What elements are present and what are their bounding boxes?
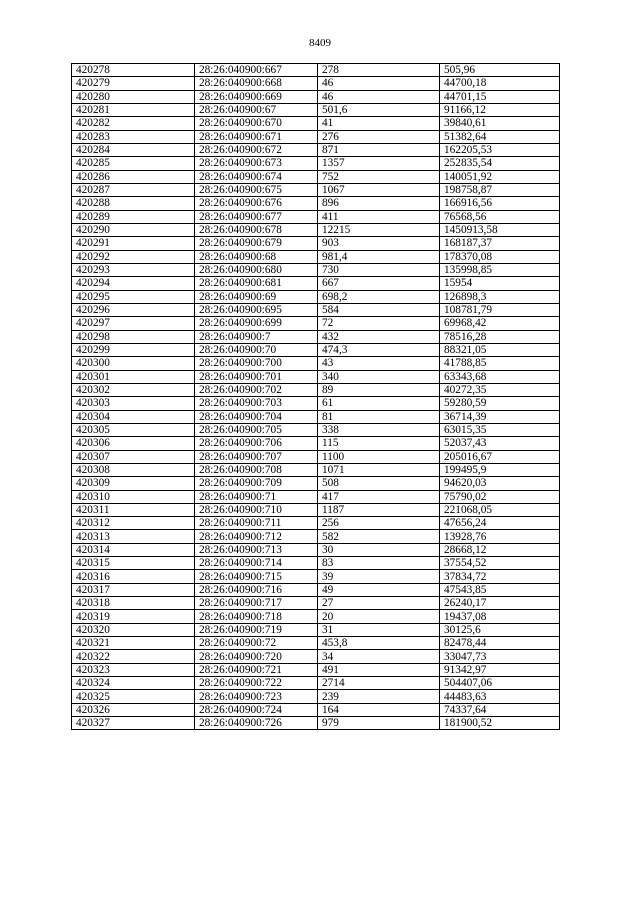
value-cell: 51382,64 (440, 130, 560, 143)
row-id-cell: 420308 (72, 463, 195, 476)
area-cell: 256 (318, 517, 440, 530)
cadastral-number-cell: 28:26:040900:723 (195, 690, 318, 703)
value-cell: 37834,72 (440, 570, 560, 583)
table-row (72, 250, 560, 263)
area-cell: 2714 (318, 677, 440, 690)
cadastral-number-cell: 28:26:040900:669 (195, 90, 318, 103)
value-cell: 166916,56 (440, 197, 560, 210)
area-cell: 981,4 (318, 250, 440, 263)
cadastral-number-cell: 28:26:040900:719 (195, 623, 318, 636)
cadastral-number-cell: 28:26:040900:675 (195, 183, 318, 196)
row-id-cell: 420316 (72, 570, 195, 583)
cadastral-number-cell: 28:26:040900:72 (195, 637, 318, 650)
area-cell: 39 (318, 570, 440, 583)
area-cell: 276 (318, 130, 440, 143)
value-cell: 140051,92 (440, 170, 560, 183)
table-body (72, 64, 560, 730)
value-cell: 19437,08 (440, 610, 560, 623)
value-cell: 41788,85 (440, 357, 560, 370)
value-cell: 40272,35 (440, 383, 560, 396)
value-cell: 15954 (440, 277, 560, 290)
area-cell: 31 (318, 623, 440, 636)
cadastral-number-cell: 28:26:040900:673 (195, 157, 318, 170)
area-cell: 12215 (318, 223, 440, 236)
value-cell: 44701,15 (440, 90, 560, 103)
value-cell: 1450913,58 (440, 223, 560, 236)
row-id-cell: 420291 (72, 237, 195, 250)
cadastral-number-cell: 28:26:040900:707 (195, 450, 318, 463)
area-cell: 903 (318, 237, 440, 250)
area-cell: 164 (318, 703, 440, 716)
value-cell: 181900,52 (440, 717, 560, 730)
data-table (71, 63, 560, 730)
area-cell: 667 (318, 277, 440, 290)
cadastral-number-cell: 28:26:040900:703 (195, 397, 318, 410)
row-id-cell: 420315 (72, 557, 195, 570)
cadastral-number-cell: 28:26:040900:71 (195, 490, 318, 503)
row-id-cell: 420299 (72, 343, 195, 356)
value-cell: 36714,39 (440, 410, 560, 423)
area-cell: 871 (318, 143, 440, 156)
table-row (72, 223, 560, 236)
area-cell: 730 (318, 263, 440, 276)
cadastral-number-cell: 28:26:040900:69 (195, 290, 318, 303)
area-cell: 46 (318, 77, 440, 90)
table-row (72, 637, 560, 650)
table-row (72, 317, 560, 330)
row-id-cell: 420293 (72, 263, 195, 276)
table-row (72, 663, 560, 676)
table-row (72, 90, 560, 103)
table-row (72, 570, 560, 583)
row-id-cell: 420301 (72, 370, 195, 383)
area-cell: 1357 (318, 157, 440, 170)
value-cell: 505,96 (440, 64, 560, 77)
row-id-cell: 420298 (72, 330, 195, 343)
value-cell: 74337,64 (440, 703, 560, 716)
table-row (72, 543, 560, 556)
value-cell: 44483,63 (440, 690, 560, 703)
table-row (72, 397, 560, 410)
area-cell: 501,6 (318, 103, 440, 116)
value-cell: 126898,3 (440, 290, 560, 303)
cadastral-number-cell: 28:26:040900:706 (195, 437, 318, 450)
table-row (72, 690, 560, 703)
value-cell: 108781,79 (440, 303, 560, 316)
value-cell: 221068,05 (440, 503, 560, 516)
area-cell: 72 (318, 317, 440, 330)
row-id-cell: 420307 (72, 450, 195, 463)
cadastral-number-cell: 28:26:040900:701 (195, 370, 318, 383)
cadastral-number-cell: 28:26:040900:679 (195, 237, 318, 250)
row-id-cell: 420294 (72, 277, 195, 290)
cadastral-number-cell: 28:26:040900:726 (195, 717, 318, 730)
table-row (72, 183, 560, 196)
table-row (72, 623, 560, 636)
cadastral-number-cell: 28:26:040900:716 (195, 583, 318, 596)
value-cell: 63343,68 (440, 370, 560, 383)
row-id-cell: 420312 (72, 517, 195, 530)
cadastral-number-cell: 28:26:040900:704 (195, 410, 318, 423)
row-id-cell: 420306 (72, 437, 195, 450)
value-cell: 75790,02 (440, 490, 560, 503)
cadastral-number-cell: 28:26:040900:711 (195, 517, 318, 530)
table-row (72, 64, 560, 77)
cadastral-number-cell: 28:26:040900:681 (195, 277, 318, 290)
cadastral-number-cell: 28:26:040900:7 (195, 330, 318, 343)
row-id-cell: 420305 (72, 423, 195, 436)
row-id-cell: 420325 (72, 690, 195, 703)
table-row (72, 717, 560, 730)
area-cell: 43 (318, 357, 440, 370)
cadastral-number-cell: 28:26:040900:705 (195, 423, 318, 436)
row-id-cell: 420286 (72, 170, 195, 183)
row-id-cell: 420320 (72, 623, 195, 636)
cadastral-number-cell: 28:26:040900:702 (195, 383, 318, 396)
value-cell: 47656,24 (440, 517, 560, 530)
row-id-cell: 420281 (72, 103, 195, 116)
row-id-cell: 420285 (72, 157, 195, 170)
area-cell: 278 (318, 64, 440, 77)
value-cell: 28668,12 (440, 543, 560, 556)
value-cell: 91166,12 (440, 103, 560, 116)
table-row (72, 103, 560, 116)
area-cell: 34 (318, 650, 440, 663)
table-row (72, 383, 560, 396)
row-id-cell: 420290 (72, 223, 195, 236)
table-row (72, 477, 560, 490)
value-cell: 52037,43 (440, 437, 560, 450)
row-id-cell: 420314 (72, 543, 195, 556)
table-row (72, 583, 560, 596)
table-row (72, 610, 560, 623)
value-cell: 78516,28 (440, 330, 560, 343)
cadastral-number-cell: 28:26:040900:699 (195, 317, 318, 330)
row-id-cell: 420321 (72, 637, 195, 650)
value-cell: 178370,08 (440, 250, 560, 263)
cadastral-number-cell: 28:26:040900:674 (195, 170, 318, 183)
cadastral-number-cell: 28:26:040900:700 (195, 357, 318, 370)
area-cell: 27 (318, 597, 440, 610)
page-number: 8409 (309, 37, 331, 49)
row-id-cell: 420280 (72, 90, 195, 103)
cadastral-number-cell: 28:26:040900:720 (195, 650, 318, 663)
value-cell: 205016,67 (440, 450, 560, 463)
area-cell: 46 (318, 90, 440, 103)
table-row (72, 530, 560, 543)
value-cell: 76568,56 (440, 210, 560, 223)
area-cell: 61 (318, 397, 440, 410)
row-id-cell: 420296 (72, 303, 195, 316)
cadastral-number-cell: 28:26:040900:671 (195, 130, 318, 143)
row-id-cell: 420309 (72, 477, 195, 490)
row-id-cell: 420289 (72, 210, 195, 223)
row-id-cell: 420326 (72, 703, 195, 716)
value-cell: 44700,18 (440, 77, 560, 90)
table-row (72, 263, 560, 276)
row-id-cell: 420303 (72, 397, 195, 410)
row-id-cell: 420311 (72, 503, 195, 516)
cadastral-number-cell: 28:26:040900:676 (195, 197, 318, 210)
value-cell: 39840,61 (440, 117, 560, 130)
cadastral-number-cell: 28:26:040900:670 (195, 117, 318, 130)
value-cell: 252835,54 (440, 157, 560, 170)
area-cell: 1071 (318, 463, 440, 476)
area-cell: 338 (318, 423, 440, 436)
cadastral-number-cell: 28:26:040900:708 (195, 463, 318, 476)
table-row (72, 437, 560, 450)
table-row (72, 303, 560, 316)
cadastral-number-cell: 28:26:040900:715 (195, 570, 318, 583)
row-id-cell: 420302 (72, 383, 195, 396)
value-cell: 94620,03 (440, 477, 560, 490)
row-id-cell: 420279 (72, 77, 195, 90)
area-cell: 1100 (318, 450, 440, 463)
area-cell: 979 (318, 717, 440, 730)
value-cell: 63015,35 (440, 423, 560, 436)
table-row (72, 517, 560, 530)
area-cell: 896 (318, 197, 440, 210)
value-cell: 162205,53 (440, 143, 560, 156)
area-cell: 1187 (318, 503, 440, 516)
cadastral-number-cell: 28:26:040900:678 (195, 223, 318, 236)
table-row (72, 557, 560, 570)
area-cell: 20 (318, 610, 440, 623)
row-id-cell: 420310 (72, 490, 195, 503)
table-row (72, 597, 560, 610)
table-row (72, 703, 560, 716)
value-cell: 13928,76 (440, 530, 560, 543)
row-id-cell: 420327 (72, 717, 195, 730)
cadastral-number-cell: 28:26:040900:709 (195, 477, 318, 490)
row-id-cell: 420287 (72, 183, 195, 196)
table-row (72, 370, 560, 383)
area-cell: 30 (318, 543, 440, 556)
row-id-cell: 420322 (72, 650, 195, 663)
row-id-cell: 420284 (72, 143, 195, 156)
value-cell: 26240,17 (440, 597, 560, 610)
table-row (72, 490, 560, 503)
table-row (72, 463, 560, 476)
area-cell: 83 (318, 557, 440, 570)
table-row (72, 343, 560, 356)
row-id-cell: 420292 (72, 250, 195, 263)
value-cell: 135998,85 (440, 263, 560, 276)
value-cell: 30125,6 (440, 623, 560, 636)
row-id-cell: 420318 (72, 597, 195, 610)
cadastral-number-cell: 28:26:040900:695 (195, 303, 318, 316)
cadastral-number-cell: 28:26:040900:710 (195, 503, 318, 516)
area-cell: 49 (318, 583, 440, 596)
cadastral-number-cell: 28:26:040900:677 (195, 210, 318, 223)
table-row (72, 357, 560, 370)
value-cell: 37554,52 (440, 557, 560, 570)
row-id-cell: 420323 (72, 663, 195, 676)
row-id-cell: 420288 (72, 197, 195, 210)
table-row (72, 170, 560, 183)
cadastral-number-cell: 28:26:040900:713 (195, 543, 318, 556)
area-cell: 752 (318, 170, 440, 183)
value-cell: 504407,06 (440, 677, 560, 690)
cadastral-number-cell: 28:26:040900:714 (195, 557, 318, 570)
value-cell: 47543,85 (440, 583, 560, 596)
value-cell: 91342,97 (440, 663, 560, 676)
cadastral-number-cell: 28:26:040900:67 (195, 103, 318, 116)
cadastral-number-cell: 28:26:040900:724 (195, 703, 318, 716)
area-cell: 582 (318, 530, 440, 543)
area-cell: 81 (318, 410, 440, 423)
table-row (72, 290, 560, 303)
value-cell: 59280,59 (440, 397, 560, 410)
cadastral-number-cell: 28:26:040900:718 (195, 610, 318, 623)
area-cell: 417 (318, 490, 440, 503)
table-row (72, 117, 560, 130)
table-row (72, 410, 560, 423)
table-row (72, 210, 560, 223)
table-row (72, 157, 560, 170)
area-cell: 698,2 (318, 290, 440, 303)
table-row (72, 650, 560, 663)
value-cell: 199495,9 (440, 463, 560, 476)
cadastral-number-cell: 28:26:040900:680 (195, 263, 318, 276)
area-cell: 340 (318, 370, 440, 383)
row-id-cell: 420278 (72, 64, 195, 77)
row-id-cell: 420317 (72, 583, 195, 596)
table-row (72, 277, 560, 290)
area-cell: 239 (318, 690, 440, 703)
cadastral-number-cell: 28:26:040900:667 (195, 64, 318, 77)
table-row (72, 450, 560, 463)
area-cell: 508 (318, 477, 440, 490)
value-cell: 198758,87 (440, 183, 560, 196)
table-row (72, 423, 560, 436)
row-id-cell: 420283 (72, 130, 195, 143)
table-row (72, 143, 560, 156)
row-id-cell: 420297 (72, 317, 195, 330)
area-cell: 453,8 (318, 637, 440, 650)
area-cell: 89 (318, 383, 440, 396)
cadastral-number-cell: 28:26:040900:672 (195, 143, 318, 156)
table-row (72, 503, 560, 516)
table-row (72, 330, 560, 343)
area-cell: 432 (318, 330, 440, 343)
row-id-cell: 420304 (72, 410, 195, 423)
value-cell: 88321,05 (440, 343, 560, 356)
area-cell: 474,3 (318, 343, 440, 356)
area-cell: 491 (318, 663, 440, 676)
value-cell: 82478,44 (440, 637, 560, 650)
row-id-cell: 420319 (72, 610, 195, 623)
value-cell: 168187,37 (440, 237, 560, 250)
cadastral-number-cell: 28:26:040900:668 (195, 77, 318, 90)
area-cell: 41 (318, 117, 440, 130)
table-row (72, 130, 560, 143)
table-row (72, 77, 560, 90)
value-cell: 69968,42 (440, 317, 560, 330)
row-id-cell: 420324 (72, 677, 195, 690)
row-id-cell: 420313 (72, 530, 195, 543)
area-cell: 1067 (318, 183, 440, 196)
cadastral-number-cell: 28:26:040900:722 (195, 677, 318, 690)
cadastral-number-cell: 28:26:040900:717 (195, 597, 318, 610)
row-id-cell: 420300 (72, 357, 195, 370)
table-row (72, 677, 560, 690)
value-cell: 33047,73 (440, 650, 560, 663)
cadastral-number-cell: 28:26:040900:68 (195, 250, 318, 263)
table-row (72, 237, 560, 250)
area-cell: 115 (318, 437, 440, 450)
cadastral-number-cell: 28:26:040900:712 (195, 530, 318, 543)
area-cell: 584 (318, 303, 440, 316)
area-cell: 411 (318, 210, 440, 223)
table-row (72, 197, 560, 210)
cadastral-number-cell: 28:26:040900:721 (195, 663, 318, 676)
row-id-cell: 420295 (72, 290, 195, 303)
cadastral-number-cell: 28:26:040900:70 (195, 343, 318, 356)
row-id-cell: 420282 (72, 117, 195, 130)
